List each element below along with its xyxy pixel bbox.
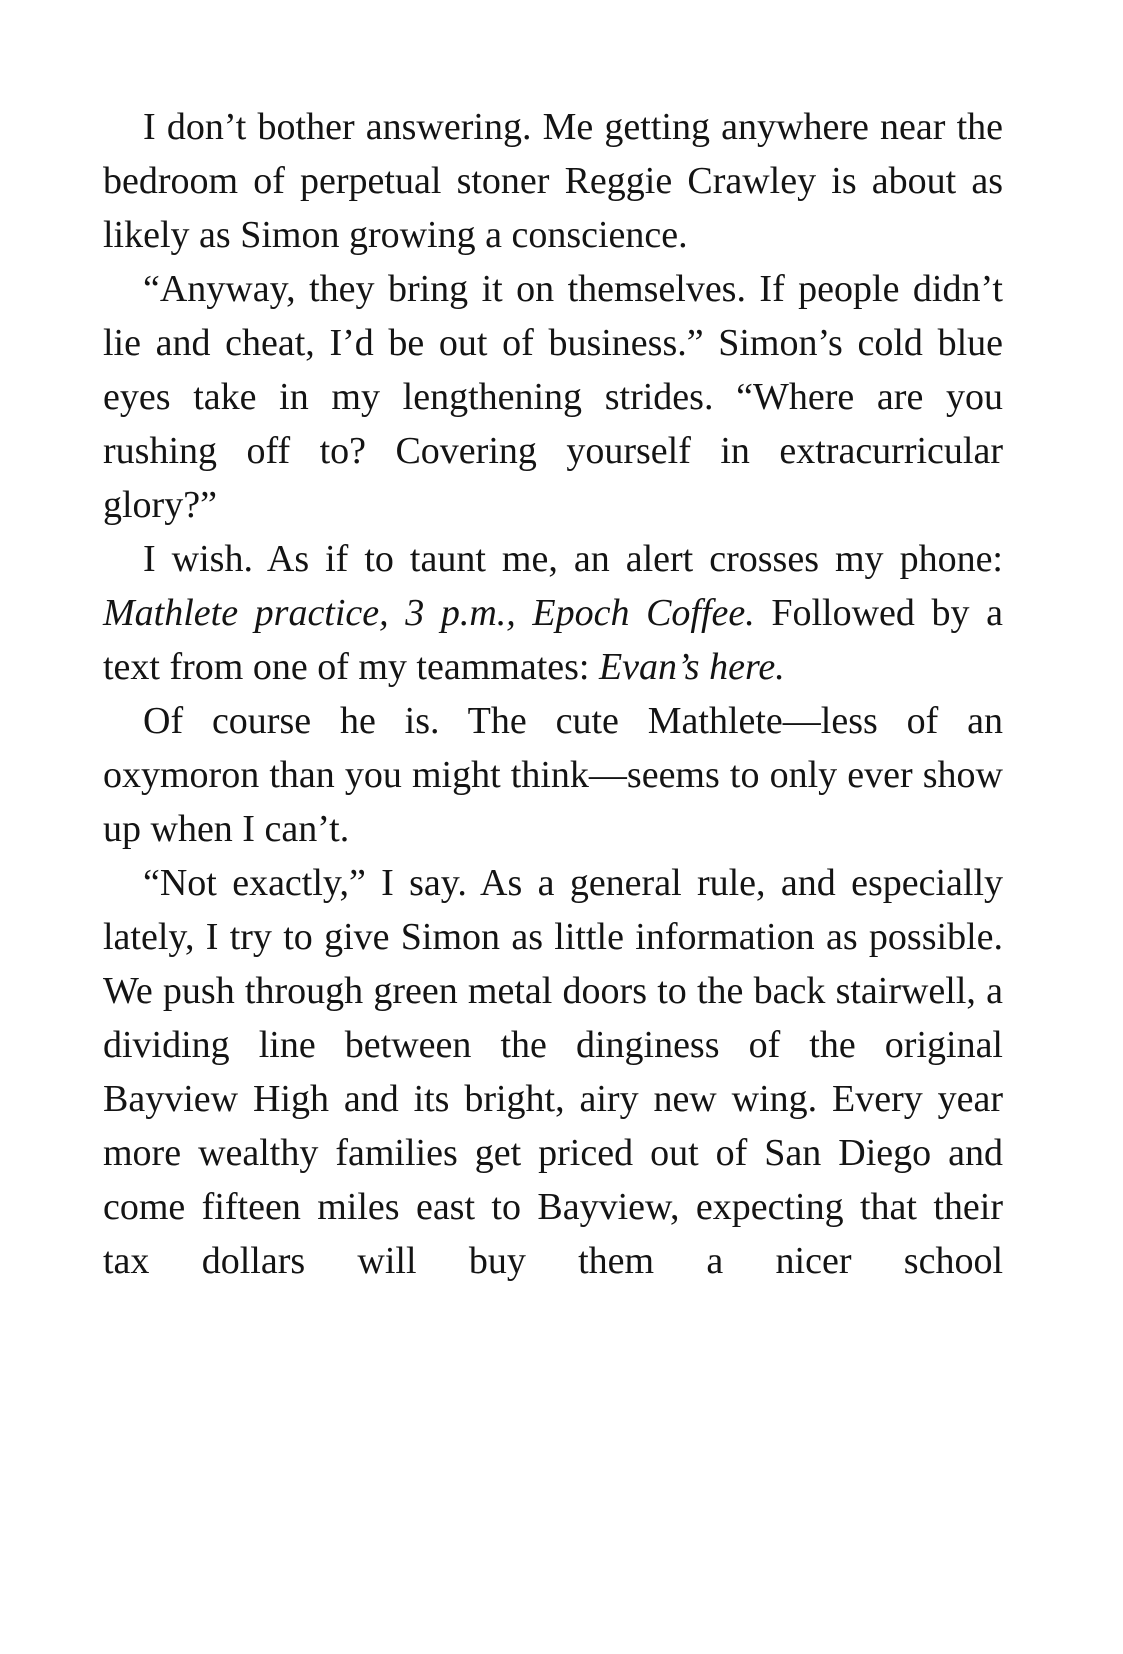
paragraph-5 <box>103 856 1003 1288</box>
paragraph-text: “Anyway, they bring it on themselves. If people didn’t lie and cheat, I’d be out of business.” Simon’s cold blue eyes take in my lengthening strides. “Where are you rushing off to? Covering yourself in extracurricular glory?” <box>103 268 1003 526</box>
text-message: Evan’s here. <box>598 646 785 688</box>
paragraph-text: I don’t bother answering. Me getting anywhere near the bedroom of perpetual stoner Reggie Crawley is about as likely as Simon growing a conscience. <box>103 106 1003 256</box>
paragraph-1 <box>103 100 1003 262</box>
paragraph-text: Of course he is. The cute Mathlete—less of an oxymoron than you might think—seems to only ever show up when I can’t. <box>103 700 1003 850</box>
book-page <box>103 100 1003 1288</box>
paragraph-4 <box>103 694 1003 856</box>
paragraph-text: “Not exactly,” I say. As a general rule, and especially lately, I try to give Simon as little information as possible. We push through green metal doors to the back stairwell, a dividing line between the dinginess of the original Bayview High and its bright, airy new wing. Every year more wealthy families get priced out of San Diego and come fifteen miles east to Bayview, expecting that their tax dollars will buy them a nicer school <box>103 862 1003 1282</box>
paragraph-2 <box>103 262 1003 532</box>
alert-text: Mathlete practice, 3 p.m., Epoch Coffee. <box>103 592 755 634</box>
paragraph-text: I wish. As if to taunt me, an alert crosses my phone: <box>143 538 1003 580</box>
paragraph-text: Followed by a text from one of my teammates: <box>103 592 1003 688</box>
paragraph-3 <box>103 532 1003 694</box>
